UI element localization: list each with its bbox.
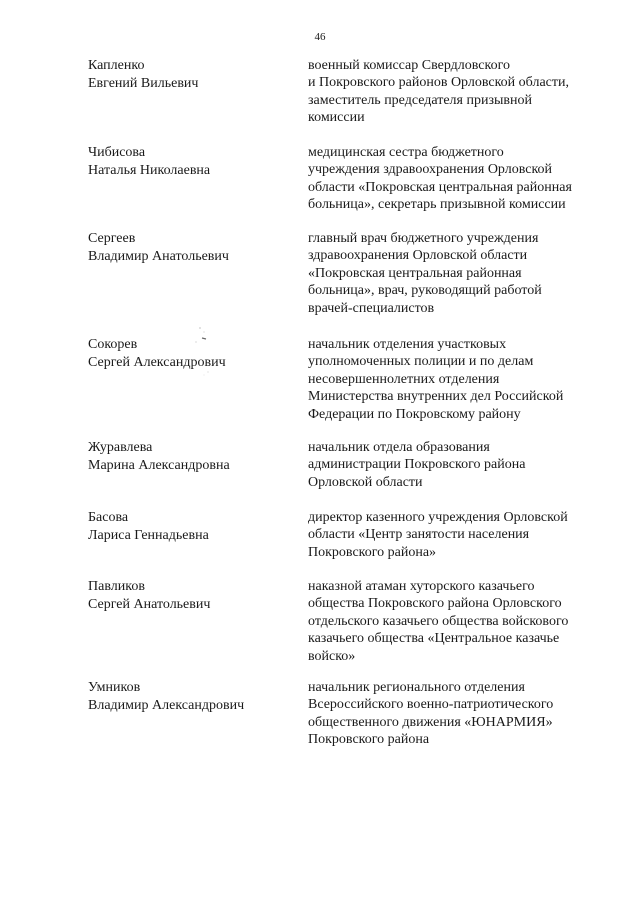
position-line: медицинская сестра бюджетного — [308, 145, 504, 160]
position-line: отдельского казачьего общества войскового — [308, 613, 569, 629]
member-given-name: Евгений Вильевич — [88, 76, 199, 91]
member-position — [308, 439, 608, 491]
member-position — [308, 144, 608, 214]
position-line: области «Центр занятости населения — [308, 527, 530, 543]
position-line: больница», врач, руководящий работой — [308, 283, 542, 299]
member-position — [308, 230, 608, 317]
member-given-name: Владимир Александрович — [88, 698, 245, 713]
member-name — [88, 57, 288, 93]
member-position — [308, 57, 608, 127]
position-line: директор казенного учреждения Орловской — [308, 510, 568, 525]
member-position — [308, 578, 608, 665]
member-name — [88, 144, 288, 180]
position-line: и Покровского районов Орловской области, — [308, 75, 569, 91]
position-line: комиссии — [308, 110, 365, 126]
member-given-name: Сергей Александрович — [88, 355, 226, 370]
member-given-name: Марина Александровна — [88, 458, 230, 473]
member-surname: Умников — [88, 680, 141, 695]
page-number: 46 — [314, 31, 326, 43]
member-given-name: Наталья Николаевна — [88, 163, 211, 178]
member-surname: Сокорев — [88, 337, 138, 352]
member-surname: Чибисова — [88, 145, 146, 160]
position-line: администрации Покровского района — [308, 457, 526, 473]
position-line: Всероссийского военно-патриотического — [308, 697, 554, 713]
position-line: несовершеннолетних отделения — [308, 371, 500, 387]
position-line: здравоохранения Орловской области — [308, 248, 528, 264]
member-position — [308, 336, 608, 423]
member-name — [88, 509, 288, 545]
position-line: Покровского района» — [308, 544, 437, 560]
position-line: Федерации по Покровскому району — [308, 406, 521, 422]
member-name — [88, 679, 288, 715]
member-name — [88, 439, 288, 475]
member-given-name: Сергей Анатольевич — [88, 597, 211, 612]
member-surname: Сергеев — [88, 231, 136, 246]
position-line: казачьего общества «Центральное казачье — [308, 631, 560, 647]
position-line: Покровского района — [308, 732, 430, 748]
position-line: начальник регионального отделения — [308, 680, 525, 695]
scan-speck-marks — [180, 320, 220, 380]
position-line: Министерства внутренних дел Российской — [308, 389, 564, 405]
position-line: начальник отделения участковых — [308, 337, 507, 352]
position-line: уполномоченных полиции и по делам — [308, 354, 534, 370]
position-line: учреждения здравоохранения Орловской — [308, 162, 553, 178]
position-line: общества Покровского района Орловского — [308, 596, 562, 612]
position-line: общественного движения «ЮНАРМИЯ» — [308, 714, 553, 730]
position-line: области «Покровская центральная районная — [308, 179, 572, 195]
position-line: врачей-специалистов — [308, 300, 435, 316]
position-line: войско» — [308, 648, 356, 664]
member-surname: Басова — [88, 510, 129, 525]
position-line: военный комиссар Свердловского — [308, 58, 511, 73]
position-line: начальник отдела образования — [308, 440, 490, 455]
member-name — [88, 578, 288, 614]
member-given-name: Владимир Анатольевич — [88, 249, 229, 264]
member-surname: Капленко — [88, 58, 145, 73]
position-line: заместитель председателя призывной — [308, 92, 532, 108]
position-line: главный врач бюджетного учреждения — [308, 231, 539, 246]
position-line: Орловской области — [308, 474, 423, 490]
position-line: «Покровская центральная районная — [308, 265, 522, 281]
member-surname: Павликов — [88, 579, 145, 594]
member-name — [88, 230, 288, 266]
member-position — [308, 679, 608, 749]
position-line: наказной атаман хуторского казачьего — [308, 579, 535, 594]
position-line: больница», секретарь призывной комиссии — [308, 197, 566, 213]
member-surname: Журавлева — [88, 440, 153, 455]
member-position — [308, 509, 608, 561]
member-given-name: Лариса Геннадьевна — [88, 528, 209, 543]
